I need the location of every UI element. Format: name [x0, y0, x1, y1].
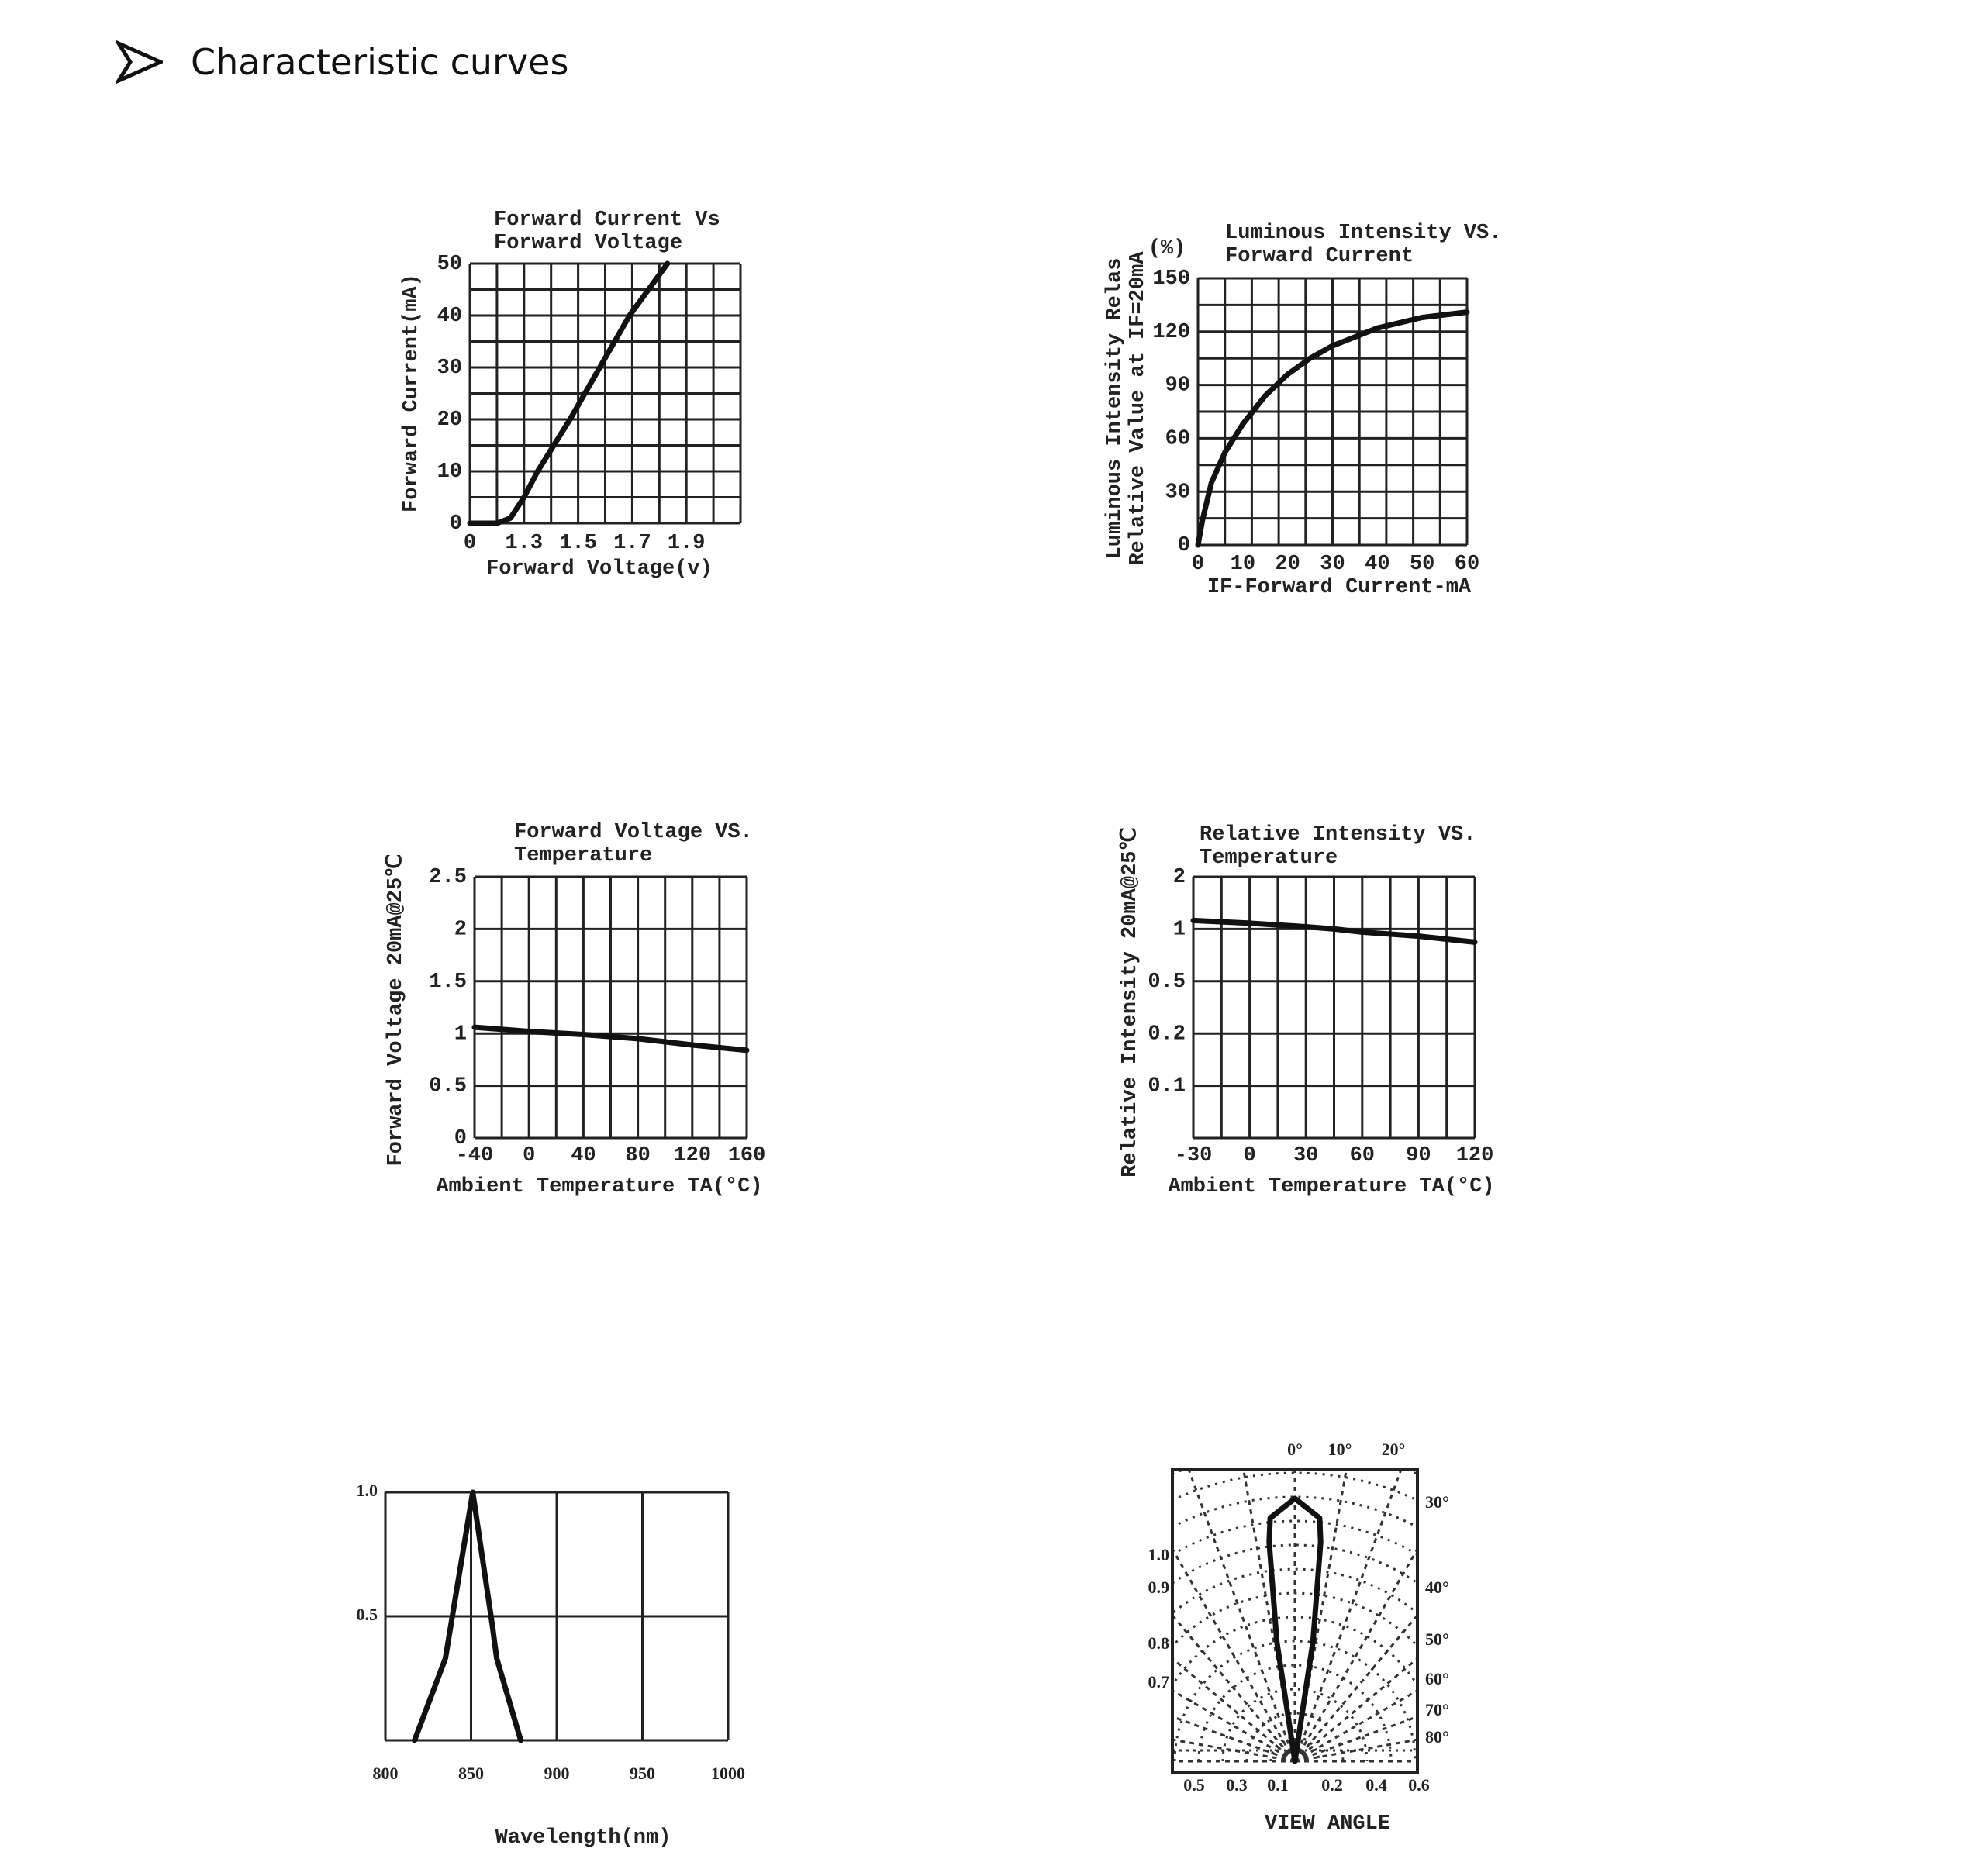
chart-title: Temperature: [514, 844, 653, 868]
y-tick-label: 0.5: [1148, 970, 1186, 994]
x-tick-label: 850: [458, 1764, 484, 1784]
chart-title: Temperature: [1200, 847, 1338, 871]
y-axis-label: Forward Current(mA): [400, 274, 424, 512]
x-tick-label: 10: [1230, 553, 1256, 577]
x-tick-label: 60: [1454, 553, 1480, 577]
x-tick-label: 120: [1455, 1144, 1494, 1168]
angle-label: 30°: [1425, 1492, 1449, 1512]
x-tick-label: 1.9: [667, 532, 706, 556]
x-tick-label: 1000: [711, 1764, 745, 1784]
intensity-label: 0.5: [1183, 1775, 1205, 1795]
chart-2: [1103, 222, 1501, 599]
y-tick-label: 30: [1165, 481, 1190, 505]
x-tick-label: 1.5: [559, 532, 597, 556]
x-tick-label: 950: [630, 1764, 655, 1784]
x-tick-label: 0: [463, 532, 477, 556]
chart-1: [400, 209, 740, 581]
x-tick-label: 30: [1293, 1144, 1319, 1168]
y-tick-label: 0.1: [1148, 1074, 1186, 1098]
x-axis-label: Ambient Temperature TA(°C): [436, 1175, 763, 1199]
angle-label: 10°: [1327, 1440, 1352, 1460]
y-tick-label: 2.5: [429, 866, 467, 890]
y-tick-label: 60: [1165, 427, 1190, 451]
x-tick-label: 120: [673, 1144, 712, 1168]
angle-label: 60°: [1425, 1669, 1449, 1689]
y-tick-label: 0.2: [1148, 1022, 1186, 1047]
angle-label: 70°: [1425, 1700, 1449, 1720]
angle-label: 40°: [1425, 1578, 1449, 1598]
chart-6-view-angle: [830, 1296, 1760, 1836]
x-tick-label: 50: [1409, 553, 1435, 577]
chart-title: Forward Current: [1225, 245, 1414, 269]
y-tick-label: 0: [1177, 534, 1190, 558]
x-tick-label: 60: [1349, 1144, 1376, 1168]
radial-grid-line: [892, 1529, 1295, 1761]
x-axis-label: VIEW ANGLE: [1264, 1812, 1391, 1836]
y-tick-label: 1.5: [429, 970, 467, 994]
y-tick-label: 120: [1152, 320, 1190, 344]
chart-title: Luminous Intensity VS.: [1225, 222, 1502, 246]
chart-title: Relative Intensity VS.: [1200, 823, 1476, 847]
intensity-label: 0.7: [1148, 1672, 1169, 1692]
x-tick-label: 800: [372, 1764, 399, 1784]
arc-grid-line: [1055, 1521, 1535, 1761]
angle-label: 20°: [1381, 1440, 1406, 1460]
chart-3: [385, 821, 765, 1198]
chart-title: Forward Current Vs: [494, 209, 720, 233]
radial-grid-line: [1062, 1358, 1295, 1761]
x-axis-label: IF-Forward Current-mA: [1207, 576, 1472, 600]
x-tick-label: 80: [625, 1144, 651, 1168]
y-tick-label: 1.0: [356, 1481, 378, 1501]
radial-grid-line: [1295, 1358, 1528, 1761]
y-tick-label: 150: [1152, 267, 1190, 291]
x-tick-label: 1.7: [613, 532, 651, 556]
y-tick-label: 10: [437, 460, 462, 485]
angle-label: 50°: [1425, 1629, 1449, 1650]
section-title: Characteristic curves: [191, 41, 569, 83]
y-tick-label: 1: [454, 1022, 467, 1047]
angle-label: 0°: [1287, 1440, 1303, 1460]
radial-grid-line: [837, 1681, 1295, 1761]
y-tick-label: 40: [437, 305, 462, 329]
y-tick-label: 20: [437, 409, 462, 433]
intensity-label: 0.9: [1148, 1578, 1169, 1598]
y-tick-label: 2: [1172, 866, 1186, 890]
x-tick-label: 20: [1275, 553, 1300, 577]
y-tick-label: 0: [449, 512, 462, 536]
y-axis-label: Relative Intensity 20mA@25℃: [1119, 827, 1143, 1178]
y-tick-label: 0.5: [429, 1074, 467, 1098]
x-tick-label: 160: [727, 1144, 766, 1168]
y-axis-label: Luminous Intensity Relas: [1103, 257, 1127, 560]
x-axis-label: Forward Voltage(v): [486, 557, 713, 581]
chart-title: Forward Voltage: [494, 232, 683, 256]
x-tick-label: -40: [455, 1144, 494, 1168]
x-tick-label: 40: [571, 1144, 596, 1168]
radial-grid-line: [996, 1405, 1295, 1761]
x-tick-label: 0: [1191, 553, 1205, 577]
y-tick-label: 1: [1172, 918, 1186, 942]
x-tick-label: 30: [1320, 553, 1345, 577]
y-tick-label: 0.5: [356, 1605, 378, 1625]
x-tick-label: 900: [544, 1764, 570, 1784]
y-axis-label: Forward Voltage 20mA@25℃: [385, 854, 409, 1167]
chart-4: [1119, 823, 1495, 1198]
x-axis-label: Ambient Temperature TA(°C): [1168, 1175, 1495, 1199]
y-tick-label: 0: [454, 1127, 467, 1151]
x-tick-label: 0: [1243, 1144, 1256, 1168]
y-axis-label: Relative Value at IF=20mA: [1127, 251, 1151, 566]
chart-5: [357, 1481, 746, 1850]
x-tick-label: 1.3: [505, 532, 544, 556]
x-axis-label: Wavelength(nm): [495, 1826, 671, 1850]
intensity-label: 0.6: [1408, 1775, 1430, 1795]
x-tick-label: 0: [523, 1144, 536, 1168]
radial-grid-line: [1295, 1529, 1698, 1761]
x-tick-label: 90: [1406, 1144, 1431, 1168]
y-tick-label: 90: [1165, 374, 1190, 398]
angle-label: 80°: [1425, 1727, 1449, 1747]
x-tick-label: 40: [1365, 553, 1390, 577]
intensity-label: 0.3: [1226, 1775, 1248, 1795]
chart-title: Forward Voltage VS.: [514, 821, 753, 845]
y-tick-label: 2: [454, 918, 467, 942]
y-tick-label: 30: [437, 357, 462, 381]
intensity-label: 0.4: [1365, 1775, 1387, 1795]
y-tick-label: 50: [437, 253, 462, 277]
y-axis-unit: (%): [1148, 237, 1186, 261]
intensity-label: 0.2: [1321, 1775, 1343, 1795]
intensity-label: 0.8: [1148, 1633, 1169, 1654]
x-tick-label: -30: [1174, 1144, 1213, 1168]
intensity-label: 0.1: [1267, 1775, 1289, 1795]
polar-grid: [830, 1296, 1760, 1761]
intensity-label: 1.0: [1148, 1545, 1169, 1565]
